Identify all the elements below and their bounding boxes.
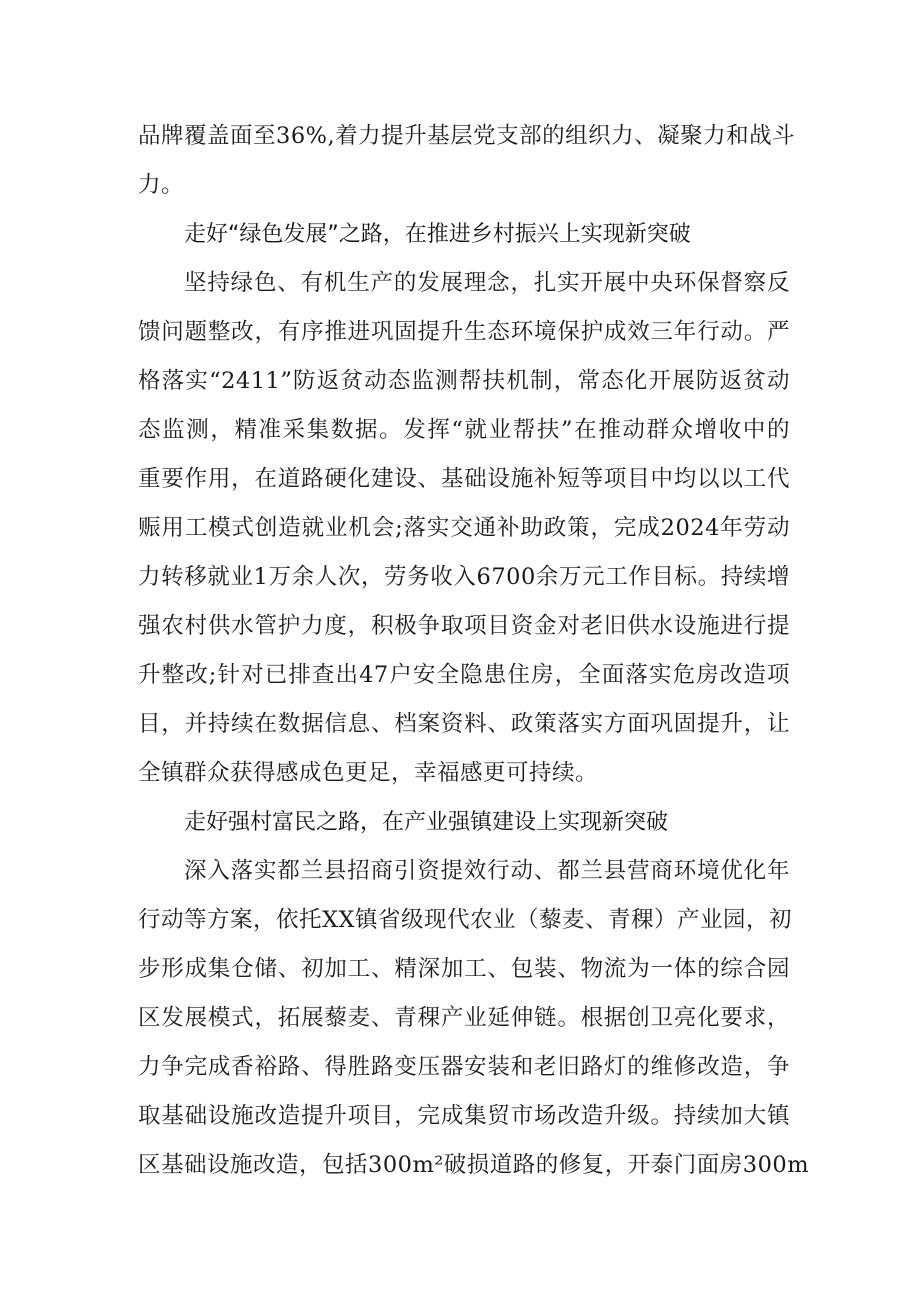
text-line: 区基础设施改造，包括300m²破损道路的修复，开泰门面房300m [138,1152,810,1178]
text-line: 品牌覆盖面至36%,着力提升基层党支部的组织力、凝聚力和战斗 [138,123,796,149]
text-line: 步形成集仓储、初加工、精深加工、包装、物流为一体的综合园 [138,956,790,982]
text-line: 格落实“2411”防返贫动态监测帮扶机制，常态化开展防返贫动 [138,368,790,394]
text-line: 馈问题整改，有序推进巩固提升生态环境保护成效三年行动。严 [138,319,790,345]
text-line: 坚持绿色、有机生产的发展理念，扎实开展中央环保督察反 [184,270,790,296]
section-heading-green-development: 走好“绿色发展”之路，在推进乡村振兴上实现新突破 [184,222,691,247]
text-line: 行动等方案，依托XX镇省级现代农业（藜麦、青稞）产业园，初 [138,907,793,933]
text-line: 取基础设施改造提升项目，完成集贸市场改造升级。持续加大镇 [138,1103,790,1129]
text-line: 力。 [138,172,185,198]
paragraph-green-development [138,259,790,798]
section-heading-strong-villages: 走好强村富民之路，在产业强镇建设上实现新突破 [184,810,669,835]
text-line: 态监测，精准采集数据。发挥“就业帮扶”在推动群众增收中的 [138,417,790,443]
paragraph-brand-coverage [138,112,796,210]
text-line: 升整改;针对已排查出47户安全隐患住房，全面落实危房改造项 [138,662,790,688]
text-line: 全镇群众获得感成色更足，幸福感更可持续。 [138,760,599,786]
text-line: 力转移就业1万余人次，劳务收入6700余万元工作目标。持续增 [138,564,790,590]
document-page [138,112,810,1190]
text-line: 力争完成香裕路、得胜路变压器安装和老旧路灯的维修改造，争 [138,1054,790,1080]
text-line: 强农村供水管护力度，积极争取项目资金对老旧供水设施进行提 [138,613,790,639]
text-line: 深入落实都兰县招商引资提效行动、都兰县营商环境优化年 [184,858,790,884]
text-line: 重要作用，在道路硬化建设、基础设施补短等项目中均以以工代 [138,466,790,492]
text-line: 赈用工模式创造就业机会;落实交通补助政策，完成2024年劳动 [138,515,790,541]
text-line: 区发展模式，拓展藜麦、青稞产业延伸链。根据创卫亮化要求， [138,1005,790,1031]
paragraph-industry-town [138,847,810,1190]
text-line: 目，并持续在数据信息、档案资料、政策落实方面巩固提升，让 [138,711,790,737]
